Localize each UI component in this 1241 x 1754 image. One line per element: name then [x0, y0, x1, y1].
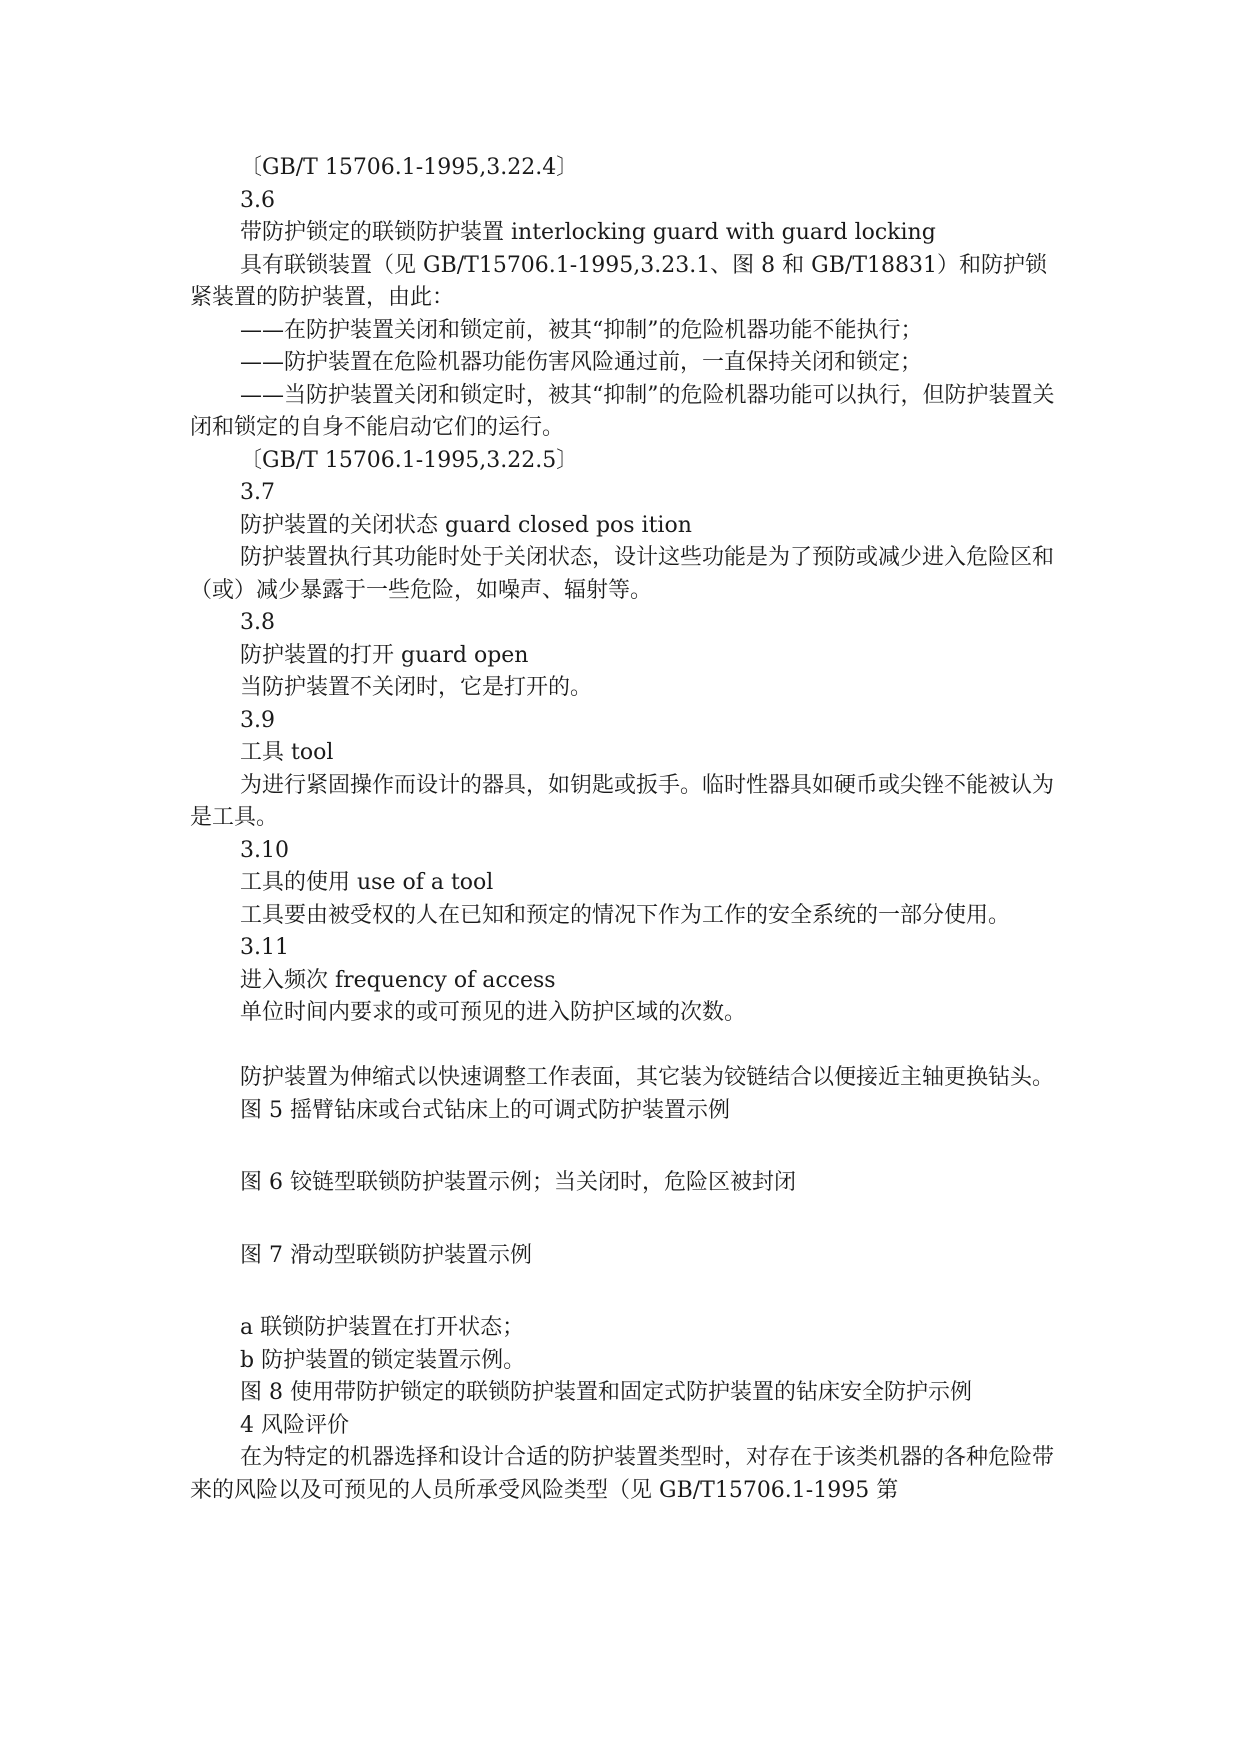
clause-number: 3.11 — [240, 935, 289, 960]
definition-text: 单位时间内要求的或可预见的进入防护区域的次数。 — [240, 1000, 747, 1025]
body-paragraph: 在为特定的机器选择和设计合适的防护装置类型时，对存在于该类机器的各种危险带来的风险以及可预见的人员所承受风险类型（见 GB/T15706.1-1995 第 — [190, 1445, 1055, 1503]
reference-line: 〔GB/T 15706.1-1995,3.22.4〕 — [240, 155, 579, 180]
clause-number: 3.7 — [240, 480, 275, 505]
blank-line — [190, 1200, 1060, 1240]
term-heading: 带防护锁定的联锁防护装置 interlocking guard with guard locking — [240, 220, 936, 245]
figure-caption: 图 6 铰链型联锁防护装置示例；当关闭时，危险区被封闭 — [240, 1170, 796, 1195]
definition-text: 工具要由被受权的人在已知和预定的情况下作为工作的安全系统的一部分使用。 — [240, 902, 1011, 928]
figure-caption: 图 7 滑动型联锁防护装置示例 — [240, 1242, 532, 1268]
section-heading: 4 风险评价 — [240, 1412, 349, 1438]
blank-line — [190, 1127, 1060, 1167]
term-heading: 防护装置的打开 guard open — [240, 642, 529, 668]
figure-caption: 图 5 摇臂钻床或台式钻床上的可调式防护装置示例 — [240, 1097, 730, 1123]
reference-line: 〔GB/T 15706.1-1995,3.22.5〕 — [240, 447, 579, 473]
term-heading: 工具 tool — [240, 740, 334, 765]
clause-number: 3.9 — [240, 707, 275, 733]
list-item: ——在防护装置关闭和锁定前，被其“抑制”的危险机器功能不能执行； — [240, 317, 923, 343]
term-heading: 工具的使用 use of a tool — [240, 870, 494, 895]
term-heading: 进入频次 frequency of access — [240, 967, 556, 993]
figure-caption: 图 8 使用带防护锁定的联锁防护装置和固定式防护装置的钻床安全防护示例 — [240, 1380, 972, 1405]
list-item: ——防护装置在危险机器功能伤害风险通过前，一直保持关闭和锁定； — [240, 350, 923, 375]
blank-line — [190, 1030, 1060, 1063]
clause-number: 3.10 — [240, 837, 289, 863]
figure-legend-item: b 防护装置的锁定装置示例。 — [240, 1347, 526, 1373]
figure-note: 防护装置为伸缩式以快速调整工作表面，其它装为铰链结合以便接近主轴更换钻头。 — [240, 1065, 1055, 1090]
term-heading: 防护装置的关闭状态 guard closed pos ition — [240, 512, 692, 538]
definition-text: 防护装置执行其功能时处于关闭状态，设计这些功能是为了预防或减少进入危险区和（或）减少暴露于一些危险，如噪声、辐射等。 — [190, 545, 1055, 603]
figure-legend-item: a 联锁防护装置在打开状态； — [240, 1315, 525, 1340]
definition-text: 具有联锁装置（见 GB/T15706.1-1995,3.23.1、图 8 和 GB/T18831）和防护锁紧装置的防护装置，由此： — [190, 252, 1047, 310]
clause-number: 3.6 — [240, 187, 275, 213]
document-body — [190, 152, 1060, 1507]
clause-number: 3.8 — [240, 610, 275, 635]
list-item: ——当防护装置关闭和锁定时，被其“抑制”的危险机器功能可以执行，但防护装置关闭和锁定的自身不能启动它们的运行。 — [190, 382, 1055, 440]
blank-line — [190, 1272, 1060, 1312]
definition-text: 当防护装置不关闭时，它是打开的。 — [240, 675, 593, 700]
definition-text: 为进行紧固操作而设计的器具，如钥匙或扳手。临时性器具如硬币或尖锉不能被认为是工具。 — [190, 772, 1055, 830]
